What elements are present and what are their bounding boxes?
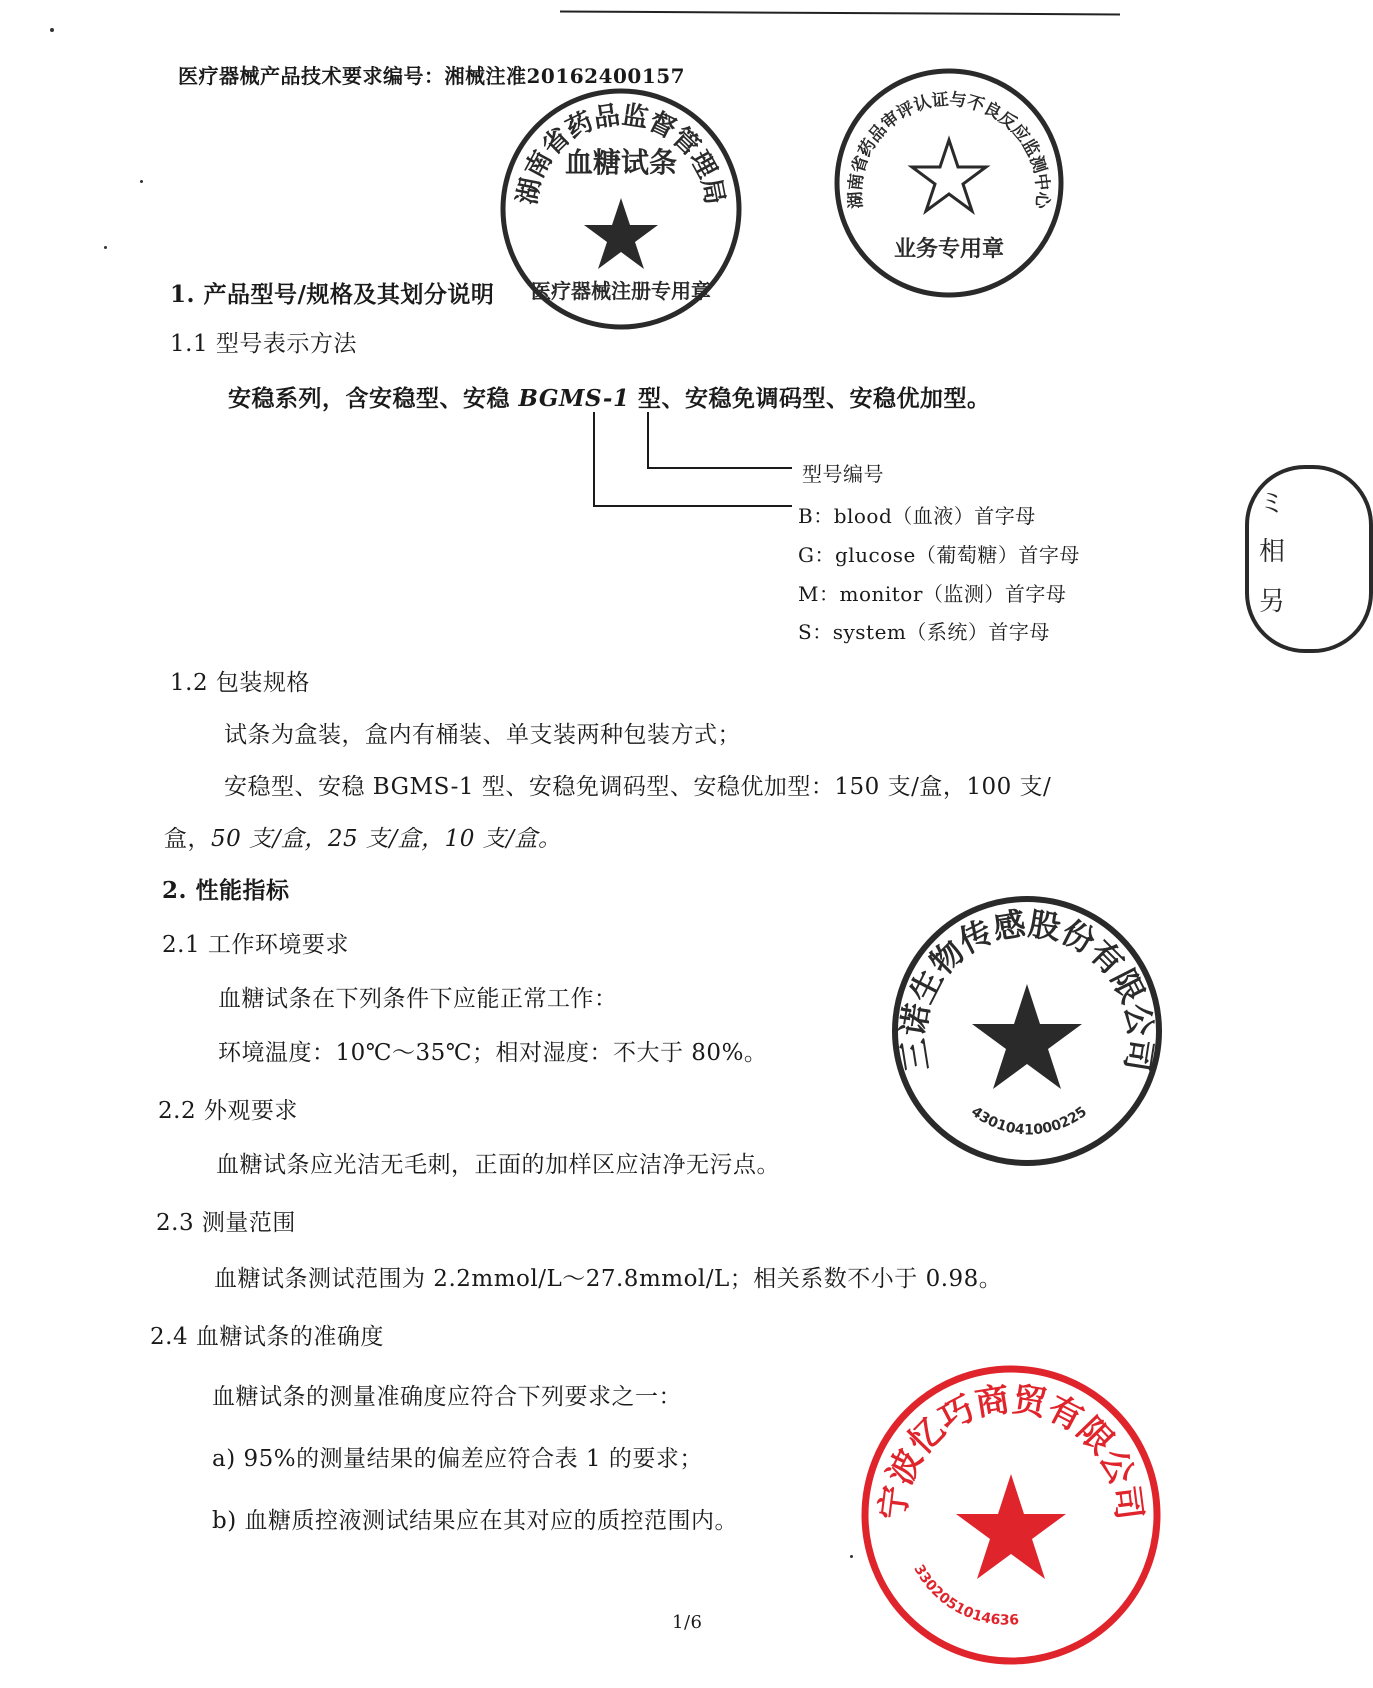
seal-1-bottom-text: 医疗器械注册专用章 [531,279,711,303]
distributor-seal [858,1362,1164,1672]
scan-speck [140,180,143,183]
doc-number: 医疗器械产品技术要求编号：湘械注准20162400157 [178,64,686,88]
section-2-4-heading: 2.4 血糖试条的准确度 [150,1324,384,1350]
environment-line-1: 血糖试条在下列条件下应能正常工作： [218,986,618,1012]
scan-speck [50,28,54,32]
section-2-1-heading: 2.1 工作环境要求 [162,932,349,958]
legend-item: G：glucose（葡萄糖）首字母 [798,543,1080,567]
star-icon [972,984,1082,1089]
legend-item: 型号编号 [802,462,884,486]
edge-seal-char: 另 [1259,587,1286,617]
packaging-line-1: 试条为盒装，盒内有桶装、单支装两种包装方式； [224,722,741,748]
top-rule [560,11,1120,16]
range-line-1: 血糖试条测试范围为 2.2mmol/L～27.8mmol/L；相关系数不小于 0.98。 [214,1266,1003,1292]
seal-3-code: 4301041000225 [968,1103,1090,1139]
section-1-2-heading: 1.2 包装规格 [170,670,310,696]
seal-3-ring-text: 三诺生物传感股份有限公司 [894,904,1160,1074]
star-icon [956,1474,1066,1579]
accuracy-item-b: b) 血糖质控液测试结果应在其对应的质控范围内。 [212,1508,739,1534]
registration-seal [498,86,744,336]
star-icon [584,198,658,269]
seal-2-ring-text: 湖南省药品审评认证与不良反应监测中心 [845,89,1053,210]
seal-4-code: 3302051014636 [910,1562,1020,1629]
model-line [228,380,991,413]
seal-4-ring-text: 宁波忆巧商贸有限公司 [872,1379,1150,1523]
edge-seal-char: 相 [1259,537,1286,567]
packaging-line-2: 安稳型、安稳 BGMS-1 型、安稳免调码型、安稳优加型：150 支/盒，100 支/ [224,774,1052,800]
model-line-b: 型、安稳免调码型、安稳优加型。 [629,385,991,412]
legend-item: S：system（系统）首字母 [798,620,1050,644]
model-code: BGMS-1 [518,385,630,412]
edge-seal-char: ミ [1259,489,1286,519]
evaluation-center-seal [832,66,1066,304]
star-icon [912,140,986,211]
manufacturer-seal [888,892,1166,1174]
accuracy-line-1: 血糖试条的测量准确度应符合下列要求之一： [212,1384,682,1410]
appearance-line-1: 血糖试条应光洁无毛刺，正面的加样区应洁净无污点。 [216,1152,780,1178]
packaging-line-3-a: 盒， [164,826,211,852]
seal-1-ring-text: 湖南省药品监督管理局 [512,100,730,207]
section-2-3-heading: 2.3 测量范围 [156,1210,296,1236]
legend-item: B：blood（血液）首字母 [798,504,1036,528]
section-1-heading: 1. 产品型号/规格及其划分说明 [170,281,495,308]
page-number: 1/6 [672,1612,703,1633]
scan-speck [104,246,107,249]
accuracy-item-a: a) 95%的测量结果的偏差应符合表 1 的要求； [212,1446,703,1472]
partial-edge-seal [1245,465,1373,653]
scan-speck [850,1555,853,1558]
model-line-a: 安稳系列，含安稳型、安稳 [228,385,519,412]
packaging-line-3 [164,820,561,853]
model-bracket-diagram [580,410,810,520]
section-1-1-heading: 1.1 型号表示方法 [170,331,357,357]
seal-2-bottom-text: 业务专用章 [893,237,1005,262]
environment-line-2: 环境温度：10℃～35℃；相对湿度：不大于 80%。 [218,1040,768,1066]
seal-1-center-text: 血糖试条 [564,146,678,179]
packaging-line-3-b: 50 支/盒，25 支/盒，10 支/盒。 [211,826,562,852]
section-2-2-heading: 2.2 外观要求 [158,1098,298,1124]
section-2-heading: 2. 性能指标 [162,877,290,904]
legend-item: M：monitor（监测）首字母 [798,582,1067,606]
